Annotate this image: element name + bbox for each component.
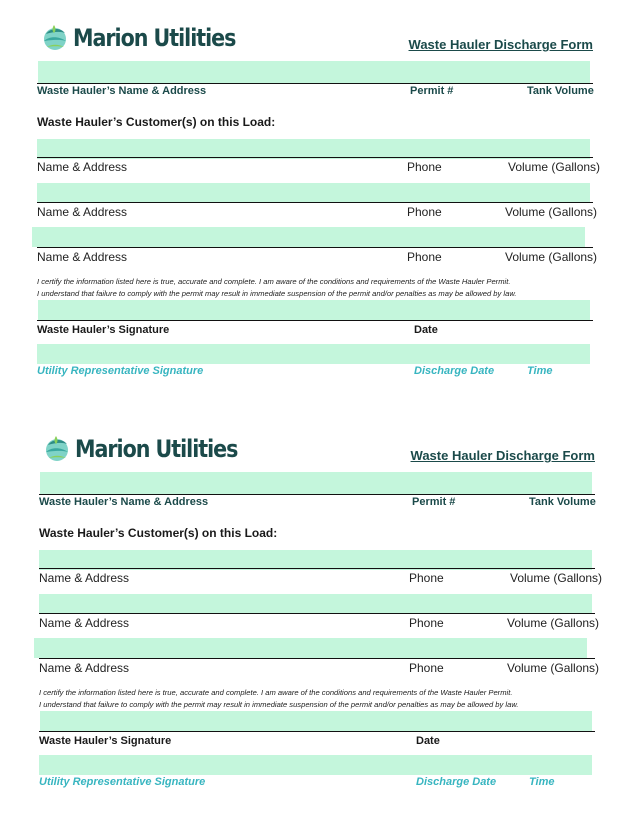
brand-logo bbox=[40, 20, 262, 56]
hauler-signature-field[interactable] bbox=[40, 711, 592, 731]
customers-heading: Waste Hauler’s Customer(s) on this Load: bbox=[37, 115, 276, 129]
customer-1-name-label: Name & Address bbox=[37, 160, 128, 174]
hauler-signature-label: Waste Hauler’s Signature bbox=[37, 324, 170, 336]
form-title: Waste Hauler Discharge Form bbox=[410, 448, 595, 463]
permit-label: Permit # bbox=[410, 85, 454, 97]
discharge-form-bottom bbox=[0, 411, 640, 825]
customer-2-line bbox=[37, 202, 593, 203]
customer-1-phone-label: Phone bbox=[409, 571, 444, 585]
time-label: Time bbox=[527, 365, 553, 377]
signature-line bbox=[37, 320, 593, 321]
time-label: Time bbox=[529, 776, 555, 788]
customer-2-field[interactable] bbox=[39, 594, 592, 614]
customer-3-name-label: Name & Address bbox=[37, 250, 128, 264]
utility-signature-field[interactable] bbox=[39, 755, 592, 775]
certification-text bbox=[37, 276, 617, 300]
brand-logo bbox=[42, 431, 264, 467]
tank-volume-label: Tank Volume bbox=[529, 496, 596, 508]
hauler-line bbox=[37, 83, 593, 84]
customer-3-volume-label: Volume (Gallons) bbox=[505, 250, 598, 264]
form-title: Waste Hauler Discharge Form bbox=[408, 37, 593, 52]
customer-1-field[interactable] bbox=[37, 139, 590, 159]
customer-3-volume-label: Volume (Gallons) bbox=[507, 661, 600, 675]
customer-1-line bbox=[39, 568, 595, 569]
tank-volume-label: Tank Volume bbox=[527, 85, 594, 97]
customer-3-field[interactable] bbox=[34, 638, 587, 658]
certification-line-1: I certify the information listed here is true, accurate and complete. I am aware of the conditions and requirements of the Waste Hauler Permit. bbox=[37, 277, 511, 286]
customer-1-volume-label: Volume (Gallons) bbox=[508, 160, 601, 174]
globe-logo-icon bbox=[42, 433, 70, 465]
customer-1-line bbox=[37, 157, 593, 158]
signature-line bbox=[39, 731, 595, 732]
hauler-signature-field[interactable] bbox=[38, 300, 590, 320]
hauler-name-field[interactable] bbox=[38, 61, 590, 83]
certification-line-2: I understand that failure to comply with the permit may result in immediate suspension of the permit and/or penalties as may be allowed by law. bbox=[39, 700, 519, 709]
hauler-signature-label: Waste Hauler’s Signature bbox=[39, 735, 172, 747]
hauler-name-field[interactable] bbox=[40, 472, 592, 494]
customer-2-line bbox=[39, 613, 595, 614]
customer-1-phone-label: Phone bbox=[407, 160, 442, 174]
customer-3-line bbox=[37, 247, 593, 248]
discharge-date-label: Discharge Date bbox=[416, 776, 497, 788]
customer-3-name-label: Name & Address bbox=[39, 661, 130, 675]
certification-line-2: I understand that failure to comply with the permit may result in immediate suspension of the permit and/or penalties as may be allowed by law. bbox=[37, 289, 517, 298]
brand-name: Marion Utilities bbox=[73, 24, 236, 52]
customer-2-volume-label: Volume (Gallons) bbox=[505, 205, 598, 219]
customer-3-phone-label: Phone bbox=[409, 661, 444, 675]
brand-name: Marion Utilities bbox=[75, 435, 238, 463]
hauler-name-label: Waste Hauler’s Name & Address bbox=[39, 496, 209, 508]
date-label: Date bbox=[416, 735, 440, 747]
customer-1-name-label: Name & Address bbox=[39, 571, 130, 585]
customer-2-field[interactable] bbox=[37, 183, 590, 203]
hauler-line bbox=[39, 494, 595, 495]
customers-heading: Waste Hauler’s Customer(s) on this Load: bbox=[39, 526, 278, 540]
customer-3-phone-label: Phone bbox=[407, 250, 442, 264]
utility-signature-label: Utility Representative Signature bbox=[39, 776, 206, 788]
hauler-name-label: Waste Hauler’s Name & Address bbox=[37, 85, 207, 97]
certification-text bbox=[39, 687, 619, 711]
customer-2-name-label: Name & Address bbox=[37, 205, 128, 219]
customer-2-volume-label: Volume (Gallons) bbox=[507, 616, 600, 630]
utility-signature-field[interactable] bbox=[37, 344, 590, 364]
utility-signature-label: Utility Representative Signature bbox=[37, 365, 204, 377]
date-label: Date bbox=[414, 324, 438, 336]
customer-2-phone-label: Phone bbox=[409, 616, 444, 630]
customer-1-volume-label: Volume (Gallons) bbox=[510, 571, 603, 585]
discharge-date-label: Discharge Date bbox=[414, 365, 495, 377]
certification-line-1: I certify the information listed here is true, accurate and complete. I am aware of the conditions and requirements of the Waste Hauler Permit. bbox=[39, 688, 513, 697]
customer-3-field[interactable] bbox=[32, 227, 585, 247]
customer-1-field[interactable] bbox=[39, 550, 592, 570]
customer-3-line bbox=[39, 658, 595, 659]
permit-label: Permit # bbox=[412, 496, 456, 508]
customer-2-phone-label: Phone bbox=[407, 205, 442, 219]
globe-logo-icon bbox=[40, 22, 68, 54]
customer-2-name-label: Name & Address bbox=[39, 616, 130, 630]
